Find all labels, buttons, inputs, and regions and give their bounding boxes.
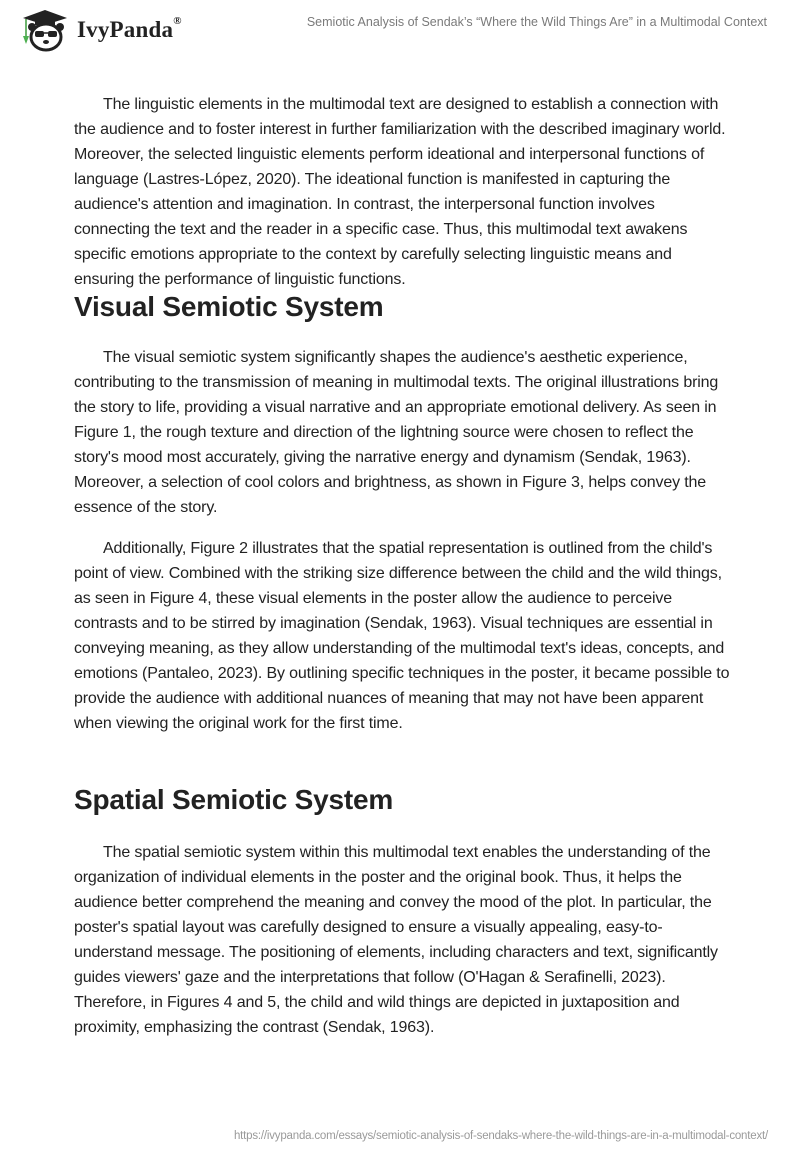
paragraph-visual-2: Additionally, Figure 2 illustrates that the spatial representation is outlined from the child's point of view. Combined with the striking size difference between the child and the wild things, as seen in Figure 4, these visual elements in the poster allow the audience to perceive contrasts and to be stirred by imagination (Sendak, 1963). Visual techniques are essential in conveying meaning, as they allow understanding of the multimodal text's ideas, concepts, and emotions (Pantaleo, 2023). By outlining specific techniques in the poster, it became possible to provide the audience with additional nuances of meaning that may not have been apparent when viewing the original work for the first time. xyxy=(74,540,730,732)
source-url-link[interactable]: https://ivypanda.com/essays/semiotic-analysis-of-sendaks-where-the-wild-things-are-in-a-multimodal-context/ xyxy=(233,1130,768,1142)
paragraph-linguistic: The linguistic elements in the multimodal text are designed to establish a connection with the audience and to foster interest in further familiarization with the described imaginary world. Moreover, the selected linguistic elements perform ideational and interpersonal functions of language (Lastres-López, 2020). The ideational function is manifested in capturing the audience's attention and imagination. In contrast, the interpersonal function involves connecting the text and the reader in a specific case. Thus, this multimodal text awakens specific emotions appropriate to the context by carefully selecting linguistic means and ensuring the performance of linguistic functions. xyxy=(74,96,726,288)
paragraph-spatial-1: The spatial semiotic system within this multimodal text enables the understanding of the organization of individual elements in the poster and the original book. Thus, it helps the audience better comprehend the meaning and convey the mood of the plot. In particular, the poster's spatial layout was carefully designed to ensure a visually appealing, easy-to-understand message. The positioning of elements, including characters and text, significantly guides viewers' gaze and the interpretations that follow (O'Hagan & Serafinelli, 2023). Therefore, in Figures 4 and 5, the child and wild things are depicted in juxtaposition and proximity, emphasizing the contrast (Sendak, 1963). xyxy=(74,844,718,1036)
document-title: Semiotic Analysis of Sendak’s “Where the Wild Things Are” in a Multimodal Context xyxy=(306,15,767,29)
heading-visual-semiotic-system: Visual Semiotic System xyxy=(74,291,384,322)
paragraph-visual-1: The visual semiotic system significantly shapes the audience's aesthetic experience, contributing to the transmission of meaning in multimodal texts. The original illustrations bring the story to life, providing a visual narrative and an appropriate emotional delivery. As seen in Figure 1, the rough texture and direction of the lightning source were chosen to reflect the story's mood most accurately, giving the narrative energy and dynamism (Sendak, 1963). Moreover, a selection of cool colors and brightness, as shown in Figure 3, helps convey the essence of the story. xyxy=(74,349,719,516)
ivypanda-logo[interactable] xyxy=(17,8,182,52)
page-header xyxy=(0,0,800,60)
panda-graduate-icon xyxy=(17,8,73,52)
brand-name: IvyPanda® xyxy=(77,15,182,42)
heading-spatial-semiotic-system: Spatial Semiotic System xyxy=(74,784,394,815)
